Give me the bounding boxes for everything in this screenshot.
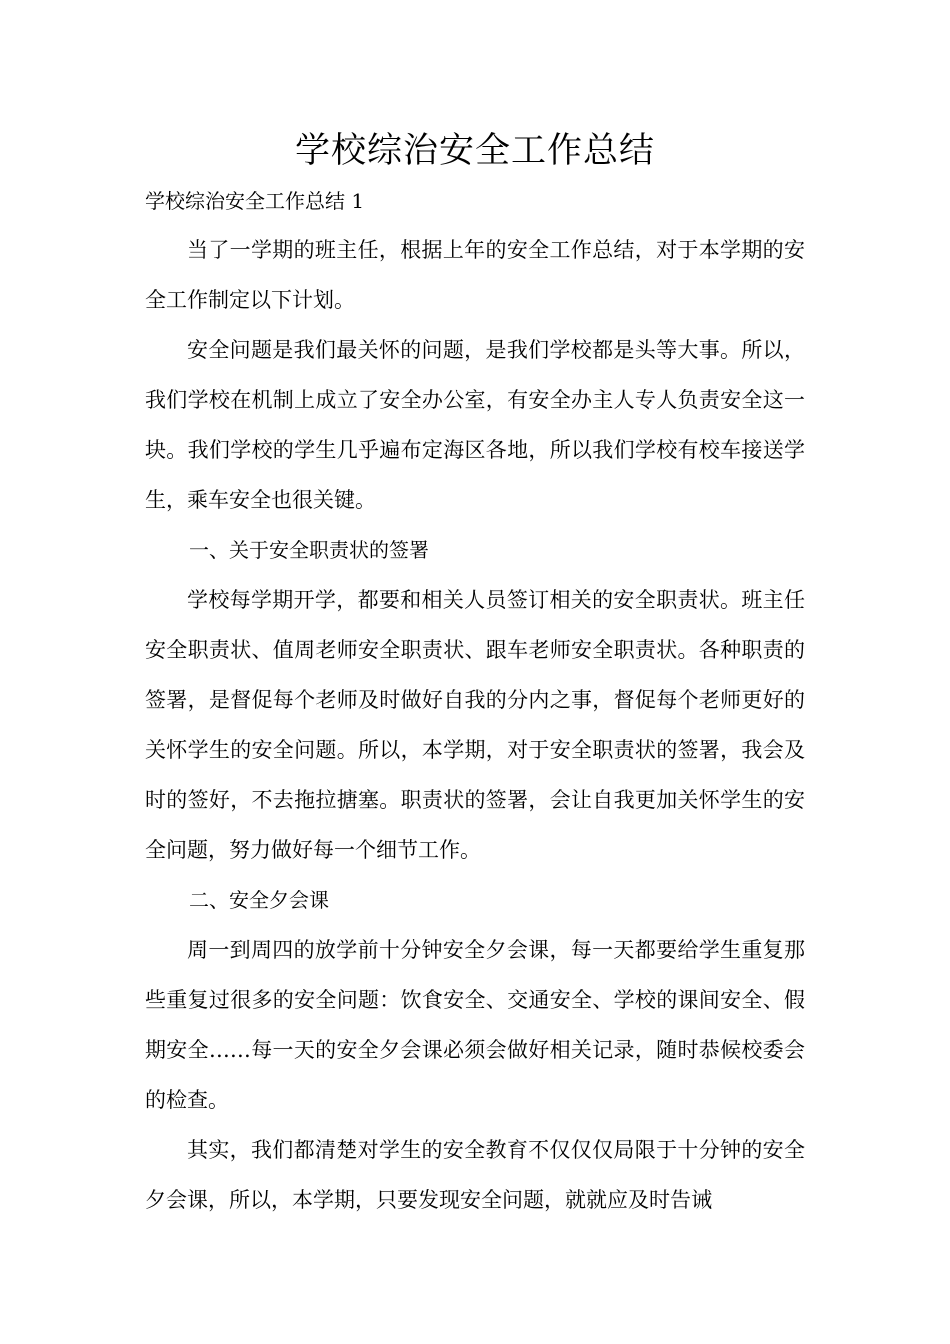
document-body [145, 225, 805, 1225]
paragraph: 当了一学期的班主任，根据上年的安全工作总结，对于本学期的安全工作制定以下计划。 [145, 238, 805, 312]
paragraph: 其实，我们都清楚对学生的安全教育不仅仅仅局限于十分钟的安全夕会课，所以，本学期，只要发现安全问题，就就应及时告诫 [145, 1138, 805, 1212]
section-heading: 二、安全夕会课 [189, 888, 329, 912]
paragraph: 安全问题是我们最关怀的问题，是我们学校都是头等大事。所以，我们学校在机制上成立了安全办公室，有安全办主人专人负责安全这一块。我们学校的学生几乎遍布定海区各地，所以我们学校有校车接送学生，乘车安全也很关键。 [145, 338, 805, 512]
paragraph: 学校每学期开学，都要和相关人员签订相关的安全职责状。班主任安全职责状、值周老师安全职责状、跟车老师安全职责状。各种职责的签署，是督促每个老师及时做好自我的分内之事，督促每个老师更好的关怀学生的安全问题。所以，本学期，对于安全职责状的签署，我会及时的签好，不去拖拉搪塞。职责状的签署，会让自我更加关怀学生的安全问题，努力做好每一个细节工作。 [145, 588, 805, 862]
document-title: 学校综治安全工作总结 [294, 131, 655, 171]
section-heading: 一、关于安全职责状的签署 [189, 538, 429, 562]
document-subtitle: 学校综治安全工作总结 1 [145, 189, 365, 213]
paragraph: 周一到周四的放学前十分钟安全夕会课，每一天都要给学生重复那些重复过很多的安全问题：饮食安全、交通安全、学校的课间安全、假期安全……每一天的安全夕会课必须会做好相关记录，随时恭候校委会的检查。 [145, 938, 805, 1112]
